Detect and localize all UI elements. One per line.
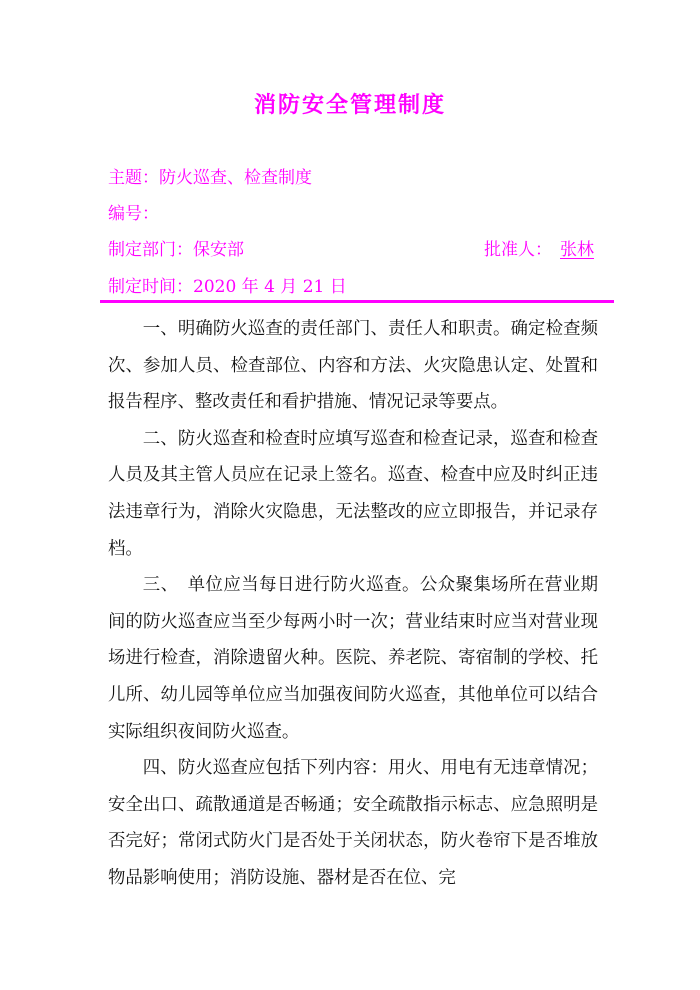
paragraph-3: 三、 单位应当每日进行防火巡查。公众聚集场所在营业期间的防火巡查应当至少每两小时一次；营业结束时应当对营业现场进行检查，消除遗留火种。医院、养老院、寄宿制的学校、托儿所、幼儿园等单位应当加强夜间防火巡查，其他单位可以结合实际组织夜间防火巡查。 xyxy=(108,575,598,742)
paragraph-4: 四、防火巡查应包括下列内容：用火、用电有无违章情况；安全出口、疏散通道是否畅通；安全疏散指示标志、应急照明是否完好；常闭式防火门是否处于关闭状态，防火卷帘下是否堆放物品影响使用；消防设施、器材是否在位、完 xyxy=(108,758,598,888)
subject-line: 主题：防火巡查、检查制度 xyxy=(108,168,312,188)
department-line: 制定部门：保安部 xyxy=(108,240,244,260)
approver-line xyxy=(484,238,594,262)
approver-name: 张林 xyxy=(560,240,594,260)
number-line: 编号： xyxy=(108,204,159,224)
paragraph-2: 二、防火巡查和检查时应填写巡查和检查记录，巡查和检查人员及其主管人员应在记录上签名。巡查、检查中应及时纠正违法违章行为，消除火灾隐患，无法整改的应立即报告，并记录存档。 xyxy=(108,428,598,559)
paragraph-1: 一、明确防火巡查的责任部门、责任人和职责。确定检查频次、参加人员、检查部位、内容和方法、火灾隐患认定、处置和报告程序、整改责任和看护措施、情况记录等要点。 xyxy=(108,319,598,413)
date-line: 制定时间：2020 年 4 月 21 日 xyxy=(108,277,347,297)
document-body xyxy=(108,311,598,897)
approver-label: 批准人： xyxy=(484,240,552,260)
document-title: 消防安全管理制度 xyxy=(253,92,446,118)
header-divider xyxy=(100,300,614,303)
